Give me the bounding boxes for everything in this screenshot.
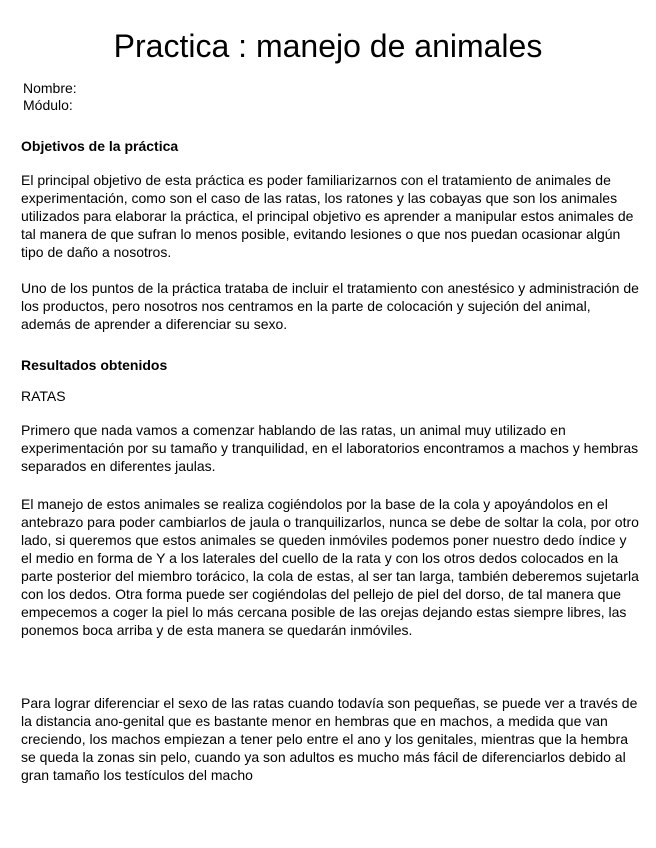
page-title: Practica : manejo de animales	[113, 28, 543, 64]
paragraph-objetivos-1: El principal objetivo de esta práctica es poder familiarizarnos con el tratamiento de animales de experimentación, como son el caso de las ratas, los ratones y las cobayas que son los animales utilizados para elaborar la práctica, el principal objetivo es aprender a manipular estos animales de tal manera de que sufran lo menos posible, evitando lesiones o que nos puedan ocasionar algún tipo de daño a nosotros.	[21, 172, 634, 260]
modulo-label: Módulo:	[23, 97, 73, 113]
paragraph-resultados-2: El manejo de estos animales se realiza cogiéndolos por la base de la cola y apoyándolos en el antebrazo para poder cambiarlos de jaula o tranquilizarlos, nunca se debe de soltar la cola, por otro lado, si queremos que estos animales se queden inmóviles podemos poner nuestro dedo índice y el medio en forma de Y a los laterales del cuello de la rata y con los otros dedos colocados en la parte posterior del miembro torácico, la cola de estas, al ser tan larga, también deberemos sujetarla con los dedos. Otra forma puede ser cogiéndolas del pellejo de piel del dorso, de tal manera que empecemos a coger la piel lo más cercana posible de las orejas dejando estas siempre libres, las ponemos boca arriba y de esta manera se quedarán inmóviles.	[21, 496, 639, 638]
paragraph-resultados-3: Para lograr diferenciar el sexo de las ratas cuando todavía son pequeñas, se puede ver a través de la distancia ano-genital que es bastante menor en hembras que en machos, a medida que van creciendo, los machos empiezan a tener pelo entre el ano y los genitales, mientras que la hembra se queda la zonas sin pelo, cuando ya son adultos es mucho más fácil de diferenciarlos debido al gran tamaño los testículos del macho	[21, 695, 638, 783]
paragraph-objetivos-2: Uno de los puntos de la práctica trataba de incluir el tratamiento con anestésico y administración de los productos, pero nosotros nos centramos en la parte de colocación y sujeción del animal, además de aprender a diferenciar su sexo.	[21, 280, 639, 332]
nombre-label: Nombre:	[23, 80, 77, 96]
section-heading-objetivos: Objetivos de la práctica	[21, 138, 179, 154]
subheading-ratas: RATAS	[21, 388, 66, 404]
section-heading-resultados: Resultados obtenidos	[21, 357, 168, 373]
student-fields	[23, 80, 77, 114]
paragraph-resultados-1: Primero que nada vamos a comenzar hablando de las ratas, un animal muy utilizado en experimentación por su tamaño y tranquilidad, en el laboratorios encontramos a machos y hembras separados en diferentes jaulas.	[21, 422, 639, 474]
